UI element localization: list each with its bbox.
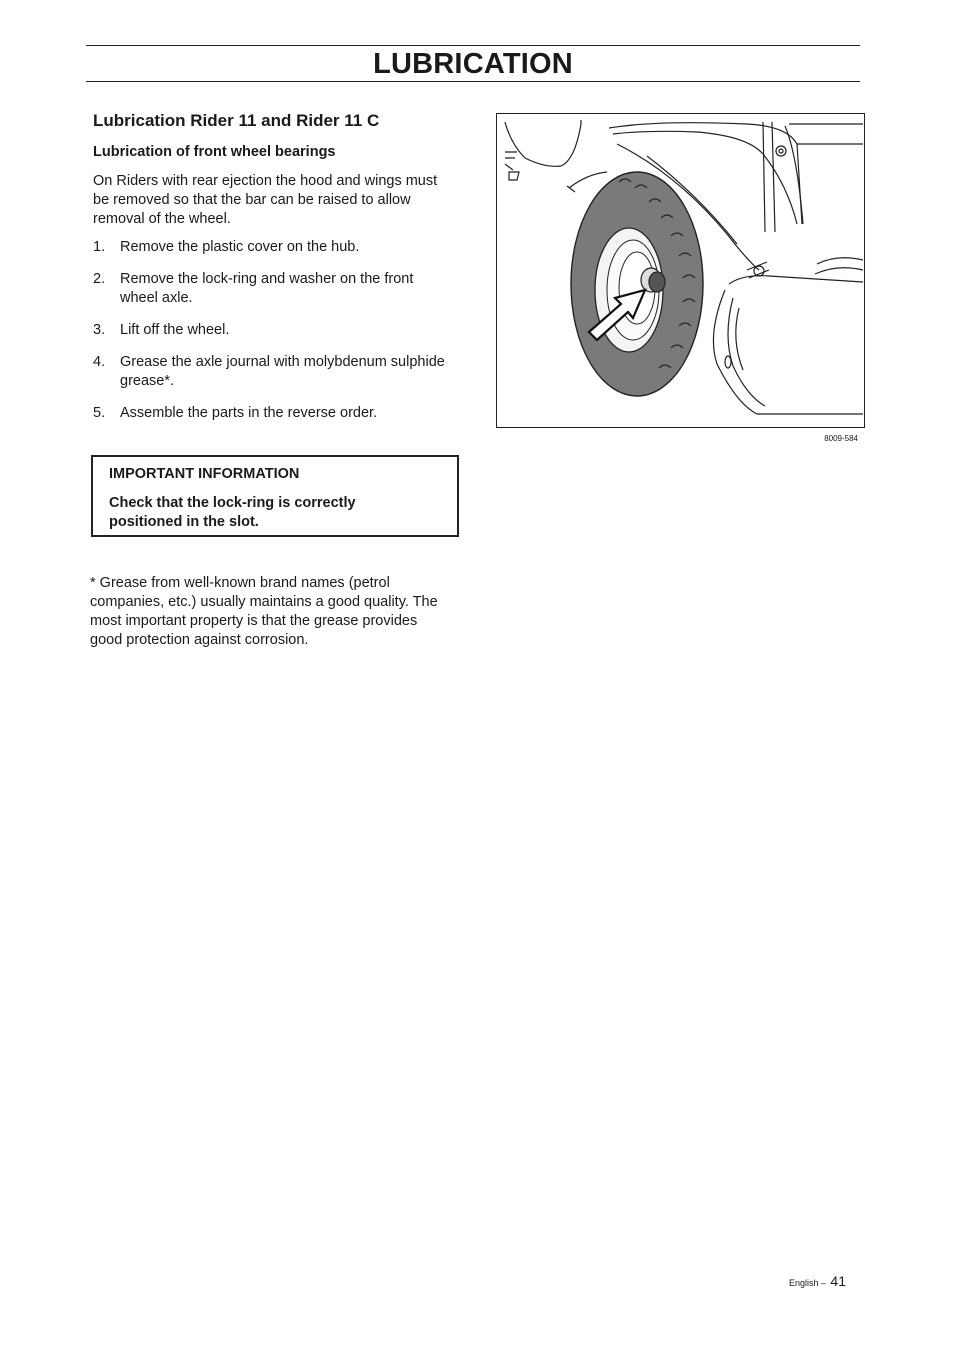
important-title: IMPORTANT INFORMATION	[109, 466, 300, 482]
steps-list	[93, 238, 453, 423]
step-number: 5.	[93, 405, 106, 421]
important-information-box	[91, 455, 459, 537]
wheel-illustration-drawing	[497, 114, 864, 427]
step-item	[93, 321, 453, 340]
step-text: Lift off the wheel.	[120, 322, 230, 338]
subsection-title: Lubrication of front wheel bearings	[93, 144, 336, 160]
step-text: Grease the axle journal with molybdenum sulphide grease*.	[120, 354, 445, 389]
footer-language: English –	[788, 1278, 826, 1288]
section-title: Lubrication Rider 11 and Rider 11 C	[93, 111, 380, 130]
important-text: Check that the lock-ring is correctly positioned in the slot.	[109, 495, 356, 530]
step-text: Remove the plastic cover on the hub.	[120, 239, 360, 255]
footnote: * Grease from well-known brand names (petrol companies, etc.) usually maintains a good quality. The most important property is that the grease provides good protection against corrosion.	[90, 575, 438, 648]
step-item	[93, 270, 453, 308]
page-title: LUBRICATION	[373, 48, 573, 80]
step-item	[93, 404, 453, 423]
left-column	[93, 110, 453, 436]
step-number: 1.	[93, 239, 106, 255]
intro-paragraph: On Riders with rear ejection the hood and wings must be removed so that the bar can be raised to allow removal of the wheel.	[93, 173, 438, 227]
step-number: 4.	[93, 354, 106, 370]
page-footer	[700, 1273, 846, 1291]
header-rule-bottom	[86, 81, 860, 82]
step-item	[93, 238, 453, 257]
page-number: 41	[830, 1273, 846, 1289]
step-text: Remove the lock-ring and washer on the front wheel axle.	[120, 271, 414, 306]
wheel-illustration	[496, 113, 865, 428]
step-item	[93, 353, 453, 391]
step-number: 2.	[93, 271, 106, 287]
step-text: Assemble the parts in the reverse order.	[120, 405, 378, 421]
figure-code: 8009-584	[824, 434, 858, 443]
step-number: 3.	[93, 322, 106, 338]
